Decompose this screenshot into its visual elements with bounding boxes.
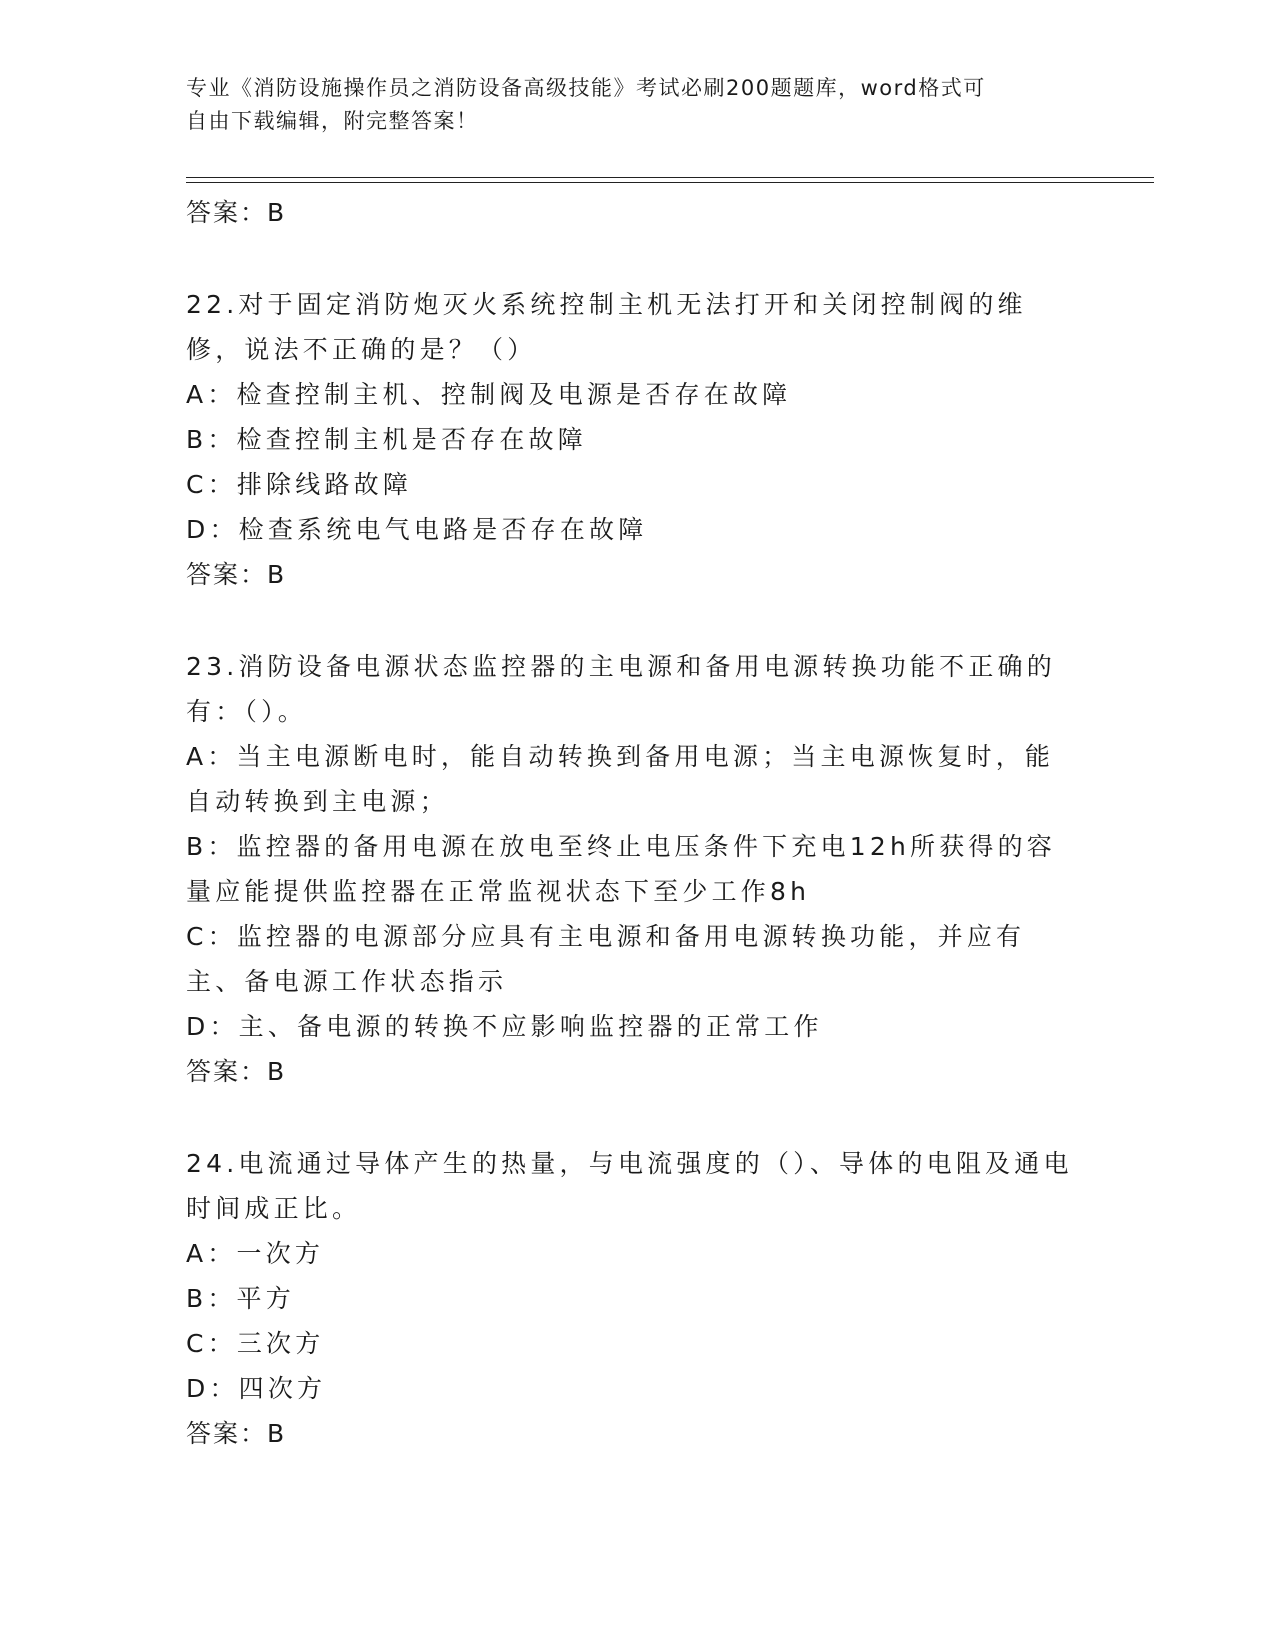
question-stem: 22.对于固定消防炮灭火系统控制主机无法打开和关闭控制阀的维修，说法不正确的是？（） bbox=[186, 290, 1027, 364]
header-line-2: 自由下载编辑，附完整答案！ bbox=[186, 109, 479, 133]
answer-label: 答案：B bbox=[186, 560, 287, 589]
spacer bbox=[186, 598, 1086, 644]
option-c: C：监控器的电源部分应具有主电源和备用电源转换功能，并应有主、备电源工作状态指示 bbox=[186, 922, 1026, 996]
answer-label: 答案：B bbox=[186, 1057, 287, 1086]
option-a: A：当主电源断电时，能自动转换到备用电源；当主电源恢复时，能自动转换到主电源； bbox=[186, 742, 1055, 816]
answer-label: 答案：B bbox=[186, 1419, 287, 1448]
document-body bbox=[186, 190, 1086, 1457]
header-line-1: 专业《消防设施操作员之消防设备高级技能》考试必刷200题题库，word格式可 bbox=[186, 76, 986, 100]
question-block-24 bbox=[186, 1141, 1086, 1457]
header-divider-bottom bbox=[186, 182, 1154, 183]
option-c: C：排除线路故障 bbox=[186, 470, 413, 499]
question-block-23 bbox=[186, 644, 1086, 1095]
spacer bbox=[186, 1095, 1086, 1141]
option-c: C：三次方 bbox=[186, 1329, 325, 1358]
spacer bbox=[186, 236, 1086, 282]
option-b: B：监控器的备用电源在放电至终止电压条件下充电12h所获得的容量应能提供监控器在正常监视状态下至少工作8h bbox=[186, 832, 1057, 906]
option-d: D：主、备电源的转换不应影响监控器的正常工作 bbox=[186, 1012, 823, 1041]
option-a: A：检查控制主机、控制阀及电源是否存在故障 bbox=[186, 380, 792, 409]
option-d: D：四次方 bbox=[186, 1374, 327, 1403]
option-b: B：检查控制主机是否存在故障 bbox=[186, 425, 587, 454]
previous-answer: 答案：B bbox=[186, 198, 287, 227]
option-b: B：平方 bbox=[186, 1284, 295, 1313]
option-d: D：检查系统电气电路是否存在故障 bbox=[186, 515, 648, 544]
page-header bbox=[186, 72, 1066, 138]
question-stem: 24.电流通过导体产生的热量，与电流强度的（）、导体的电阻及通电时间成正比。 bbox=[186, 1149, 1073, 1223]
question-block-22 bbox=[186, 282, 1086, 598]
option-a: A：一次方 bbox=[186, 1239, 325, 1268]
question-stem: 23.消防设备电源状态监控器的主电源和备用电源转换功能不正确的有：（）。 bbox=[186, 652, 1056, 726]
header-divider-top bbox=[186, 177, 1154, 178]
